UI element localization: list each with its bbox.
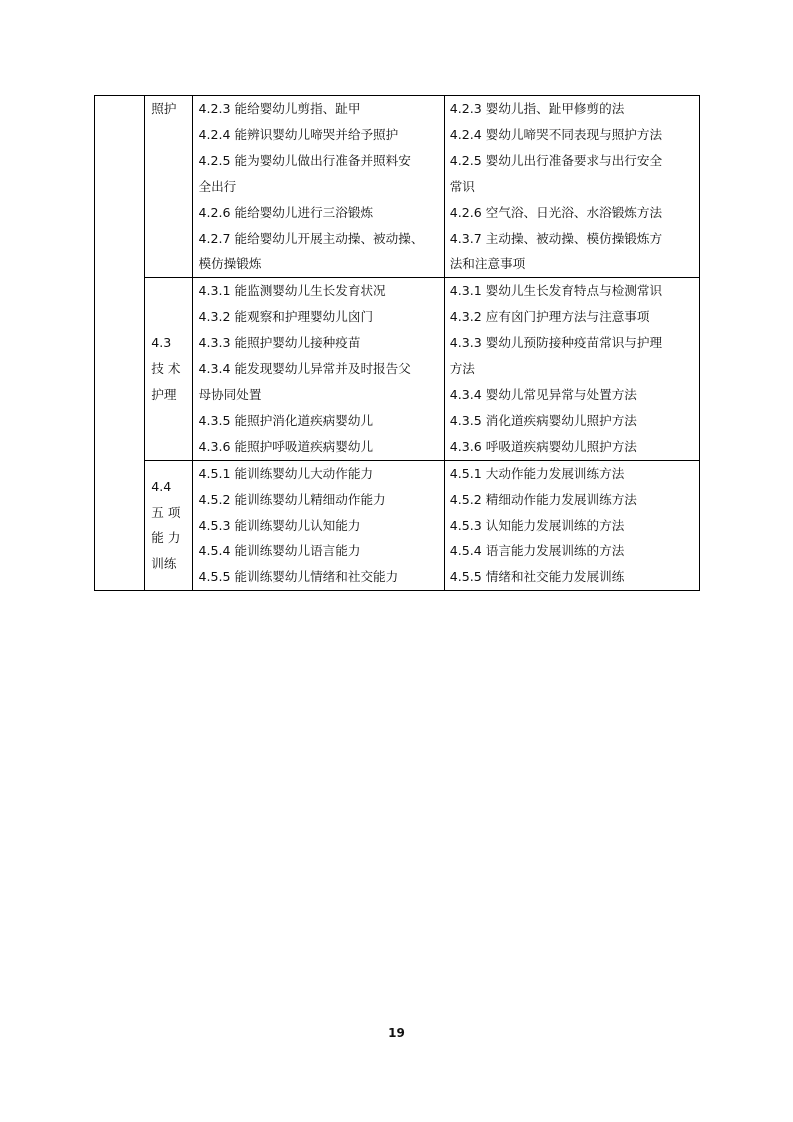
skill-line: 4.2.5 能为婴幼儿做出行准备并照料安: [198, 152, 411, 168]
knowledge-line: 4.3.2 应有囟门护理方法与注意事项: [449, 309, 650, 325]
skill-line: 4.5.5 能训练婴幼儿情绪和社交能力: [198, 569, 399, 585]
skill-line: 4.5.2 能训练婴幼儿精细动作能力: [198, 491, 386, 507]
knowledge-line: 4.3.7 主动操、被动操、模仿操锻炼方: [449, 230, 663, 246]
skill-line: 4.5.1 能训练婴幼儿大动作能力: [198, 465, 374, 481]
table-row: [95, 278, 700, 460]
skill-line: 4.3.3 能照护婴幼儿接种疫苗: [198, 335, 361, 351]
knowledge-line: 4.3.1 婴幼儿生长发育特点与检测常识: [449, 283, 663, 299]
table-row: [95, 96, 700, 278]
skill-cell: [193, 460, 444, 591]
skill-line: 4.2.4 能辨识婴幼儿啼哭并给予照护: [198, 126, 399, 142]
skill-line: 母协同处置: [198, 386, 262, 402]
knowledge-cell: [444, 460, 699, 591]
knowledge-line: 4.3.6 呼吸道疾病婴幼儿照护方法: [449, 438, 637, 454]
knowledge-line: 4.3.5 消化道疾病婴幼儿照护方法: [449, 412, 637, 428]
skill-line: 全出行: [198, 178, 237, 194]
skill-line: 4.2.7 能给婴幼儿开展主动操、被动操、: [198, 230, 424, 246]
skill-line: 4.2.6 能给婴幼儿进行三浴锻炼: [198, 204, 374, 220]
category-line: 护理: [151, 386, 177, 402]
skill-line: 4.3.4 能发现婴幼儿异常并及时报告父: [198, 361, 411, 377]
category-line: 技 术: [151, 361, 181, 377]
category-cell: [145, 460, 193, 591]
knowledge-line: 常识: [449, 178, 475, 194]
category-line: 4.3: [151, 335, 172, 351]
level-cell: [95, 96, 145, 591]
category-cell: [145, 96, 193, 278]
category-line: 照护: [151, 101, 177, 116]
skill-cell: [193, 96, 444, 278]
knowledge-line: 4.2.4 婴幼儿啼哭不同表现与照护方法: [449, 126, 663, 142]
category-line: 训练: [151, 556, 177, 572]
knowledge-cell: [444, 96, 699, 278]
knowledge-line: 4.3.4 婴幼儿常见异常与处置方法: [449, 386, 637, 402]
knowledge-line: 方法: [449, 361, 475, 377]
skill-line: 4.3.1 能监测婴幼儿生长发育状况: [198, 283, 386, 299]
category-line: 4.4: [151, 478, 172, 494]
skill-cell: [193, 278, 444, 460]
knowledge-line: 4.5.2 精细动作能力发展训练方法: [449, 491, 637, 507]
category-cell: [145, 278, 193, 460]
knowledge-line: 4.5.3 认知能力发展训练的方法: [449, 517, 625, 533]
skill-line: 4.5.4 能训练婴幼儿语言能力: [198, 543, 361, 559]
table-row: [95, 460, 700, 591]
knowledge-line: 4.5.5 情绪和社交能力发展训练: [449, 569, 625, 585]
knowledge-line: 4.2.3 婴幼儿指、趾甲修剪的法: [449, 101, 625, 116]
skill-line: 模仿操锻炼: [198, 256, 262, 272]
category-line: 五 项: [151, 504, 181, 520]
skills-table: [94, 95, 700, 591]
skill-line: 4.3.5 能照护消化道疾病婴幼儿: [198, 412, 374, 428]
skill-line: 4.2.3 能给婴幼儿剪指、趾甲: [198, 101, 361, 116]
knowledge-line: 4.2.6 空气浴、日光浴、水浴锻炼方法: [449, 204, 663, 220]
skill-line: 4.3.2 能观察和护理婴幼儿囟门: [198, 309, 374, 325]
knowledge-line: 法和注意事项: [449, 256, 526, 272]
knowledge-line: 4.5.1 大动作能力发展训练方法: [449, 465, 625, 481]
page-number: 19: [388, 1026, 405, 1040]
skill-line: 4.3.6 能照护呼吸道疾病婴幼儿: [198, 438, 374, 454]
knowledge-line: 4.5.4 语言能力发展训练的方法: [449, 543, 625, 559]
skill-line: 4.5.3 能训练婴幼儿认知能力: [198, 517, 361, 533]
knowledge-line: 4.3.3 婴幼儿预防接种疫苗常识与护理: [449, 335, 663, 351]
knowledge-line: 4.2.5 婴幼儿出行准备要求与出行安全: [449, 152, 663, 168]
category-line: 能 力: [151, 530, 181, 546]
knowledge-cell: [444, 278, 699, 460]
